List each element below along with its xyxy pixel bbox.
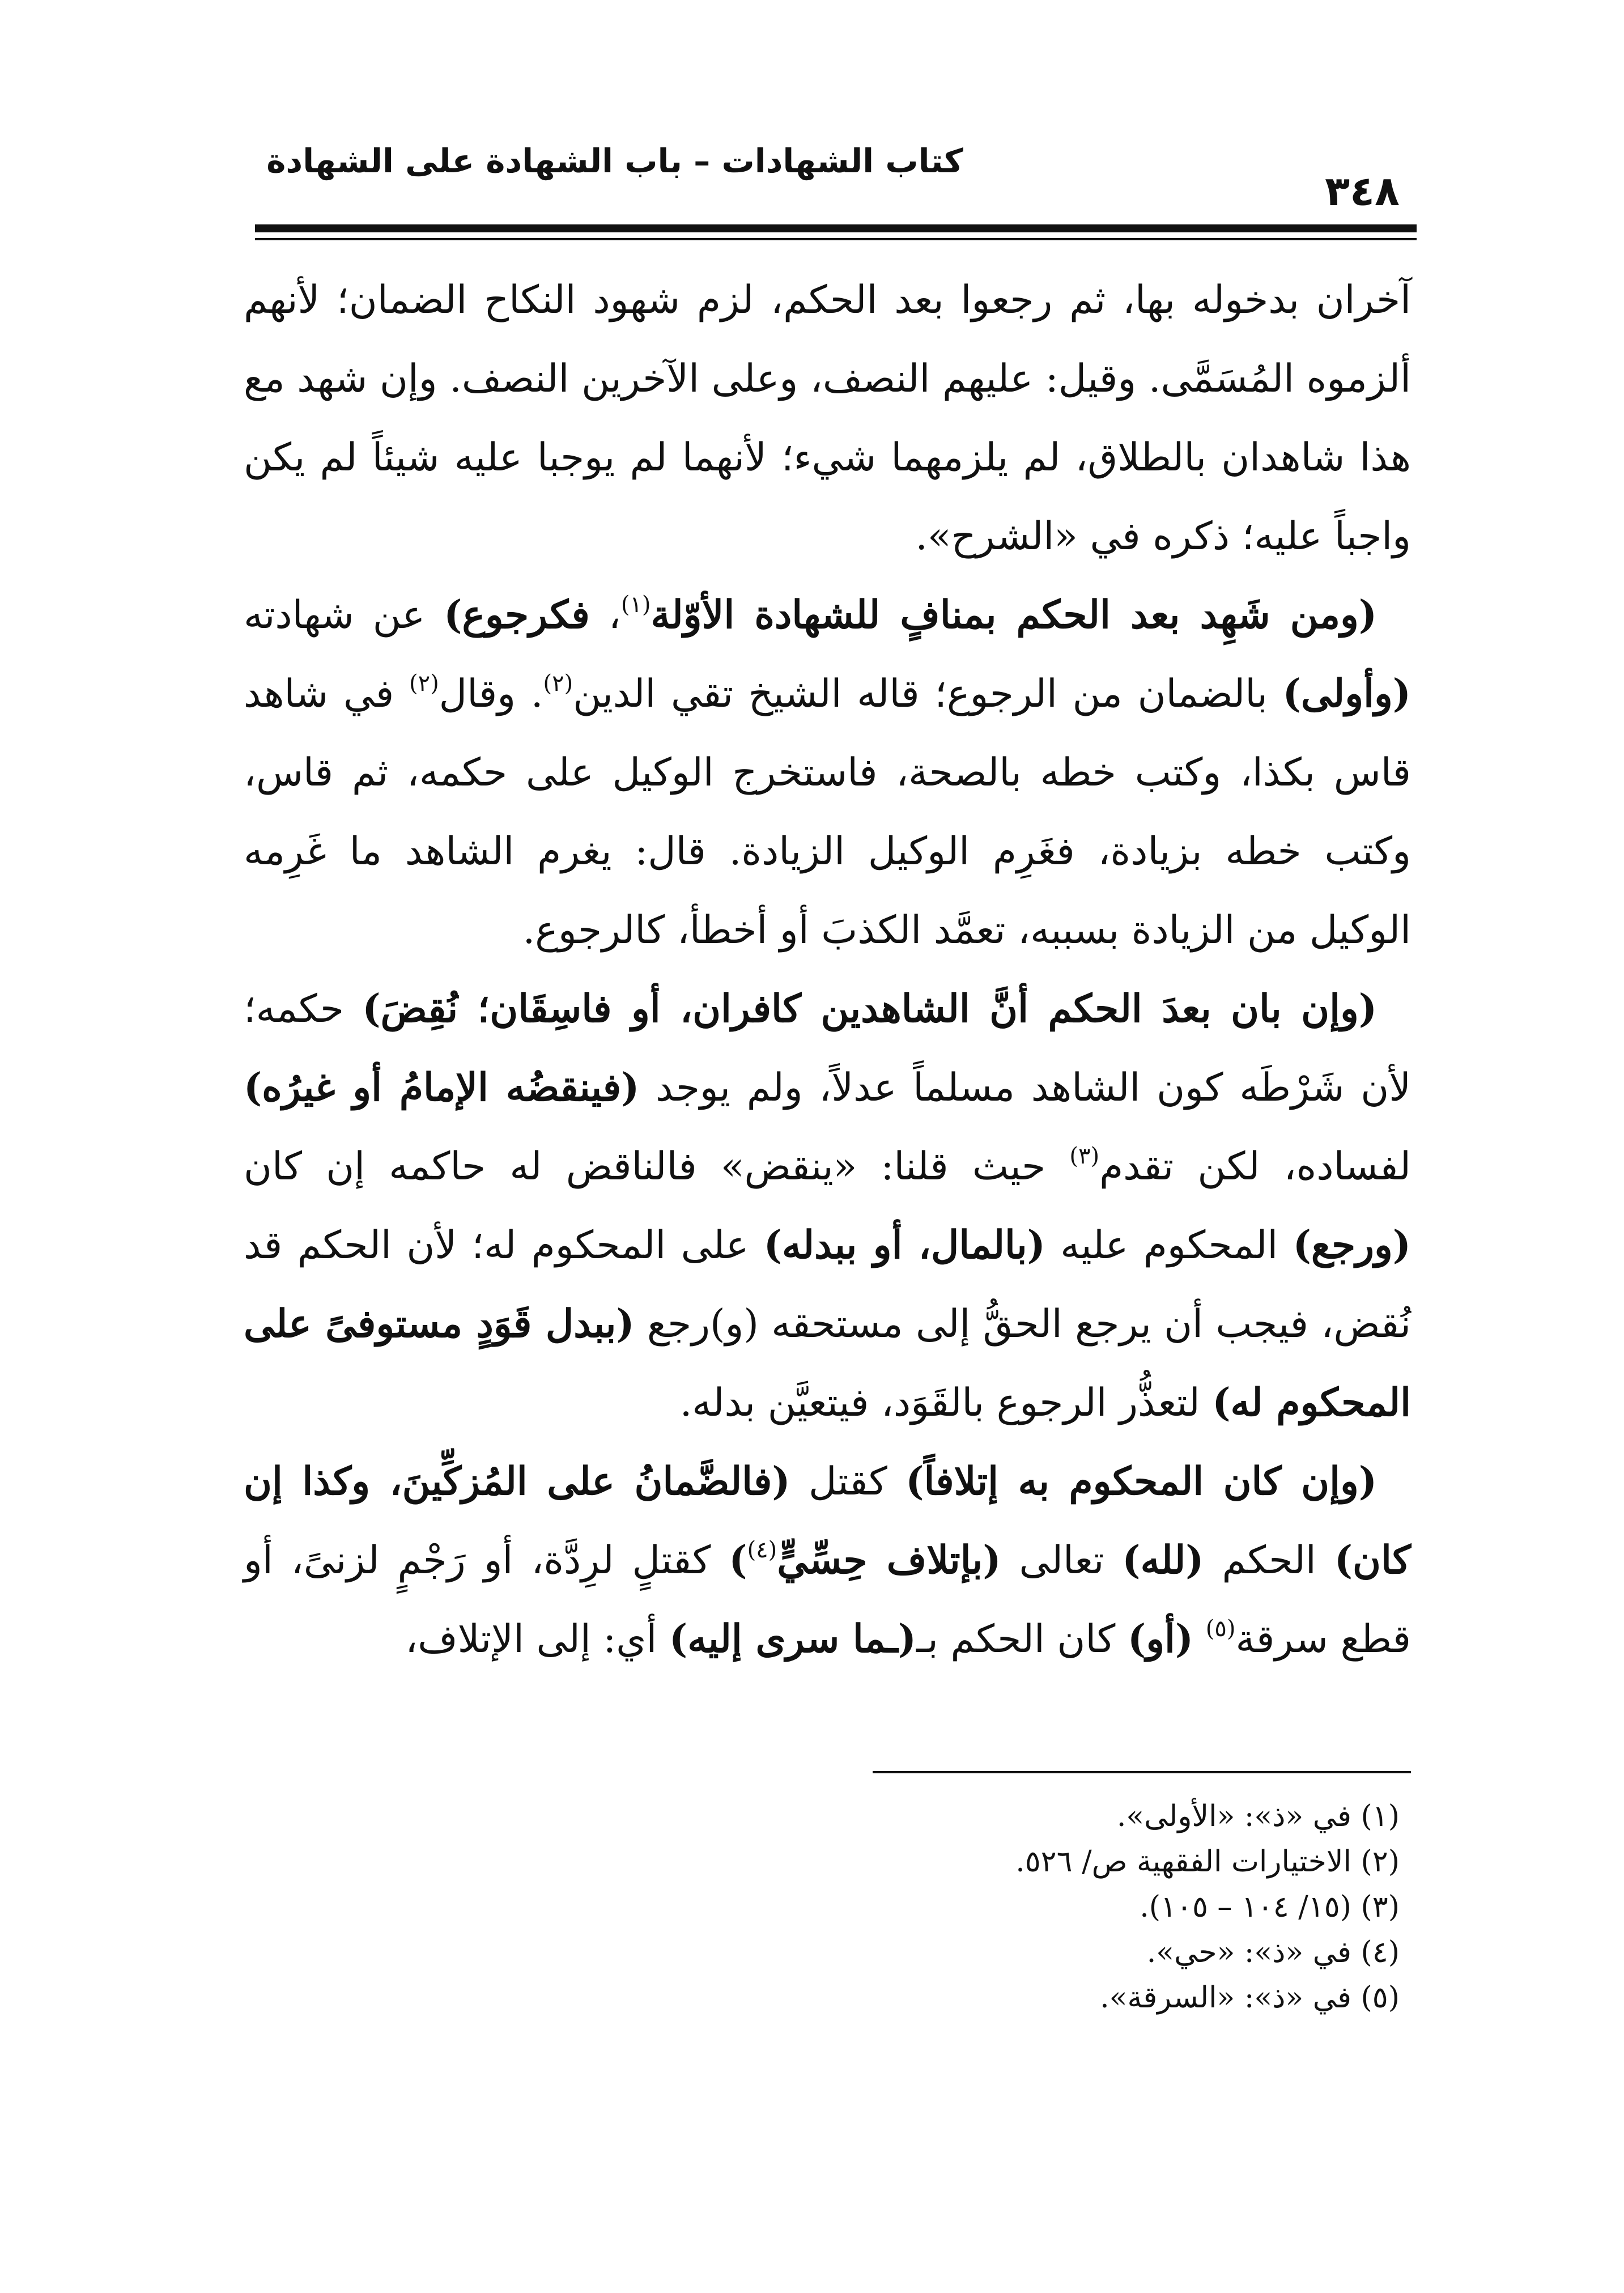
matn-text: (بالمال، أو ببدله) (763, 1222, 1045, 1268)
matn-text: (لله) (1122, 1538, 1204, 1583)
text-run: في شاهد قاس بكذا، وكتب خطه بالصحة، فاستخرج الوكيل على حكمه، ثم قاس، وكتب خطه بزيادة، فغَرِم الوكيل الزيادة. قال: يغرم الشاهد ما غَرِمه الوكيل من الزيادة بسببه، تعمَّد الكذبَ أو أخطأ، كالرجوع. (244, 672, 1411, 953)
footnote-marker: (٥) (1205, 1616, 1236, 1642)
matn-text: (أو) (1128, 1616, 1194, 1662)
header-rule-thick (255, 224, 1417, 232)
matn-text: (فالضَّمانُ على المُزكِّينَ، وكذا إن كان) (244, 1459, 1412, 1583)
matn-text: (ـما سرى إليه) (669, 1616, 916, 1662)
text-run: الحكم (1204, 1538, 1334, 1583)
matn-text: (وأولى) (1282, 671, 1411, 716)
footnote-marker: (٢) (543, 670, 573, 697)
text-run: أي: إلى الإتلاف، (405, 1617, 670, 1662)
text-run: بالضمان من الرجوع؛ قاله الشيخ تقي الدين (573, 672, 1283, 716)
footnote-3: (٣) (١٥/ ١٠٤ – ١٠٥). (1140, 1890, 1400, 1924)
text-run: كقتلٍ لرِدَّة، أو رَجْمٍ لزنىً، أو قطع سرقة (244, 1538, 1411, 1662)
footnote-marker: (٤) (747, 1537, 777, 1563)
paragraph-1 (244, 261, 1411, 576)
text-run: . وقال (439, 672, 543, 716)
page-number: ٣٤٨ (1325, 167, 1400, 215)
footnote-1: (١) في «ذ»: «الأولى». (1116, 1799, 1400, 1833)
text-run: عن شهادته (244, 593, 444, 638)
paragraph-4 (244, 1442, 1411, 1679)
footnote-4: (٤) في «ذ»: «حي». (1146, 1935, 1400, 1969)
matn-text: (وإن بان بعدَ الحكم أنَّ الشاهدين كافران، أو فاسِقَان؛ نُقِضَ) (362, 986, 1377, 1031)
footnote-marker: (١) (620, 592, 651, 618)
text-run: لفساده، لكن تقدم (1099, 1144, 1411, 1189)
page-header (255, 142, 1417, 238)
text-run: المحكوم عليه (1045, 1223, 1293, 1268)
footnote-separator (873, 1771, 1411, 1773)
matn-text: (فينقضُه الإمامُ أو غيرُه) (244, 1065, 640, 1110)
footnote-marker: (٣) (1069, 1143, 1100, 1169)
running-title: كتاب الشهادات – باب الشهادة على الشهادة (266, 142, 963, 180)
text-run: كان الحكم بـ (916, 1617, 1128, 1662)
text-run: كقتل (790, 1459, 906, 1504)
matn-text: (ورجع) (1293, 1222, 1411, 1268)
text-run: آخران بدخوله بها، ثم رجعوا بعد الحكم، لزم شهود النكاح الضمان؛ لأنهم ألزموه المُسَمَّى. وقيل: عليهم النصف، وعلى الآخرين النصف. وإن شهد مع هذا شاهدان بالطلاق، لم يلزمهما شيء؛ لأنهما لم يوجبا عليه شيئاً لم يكن واجباً عليه؛ ذكره في «الشرح». (244, 278, 1411, 559)
footnote-2: (٢) الاختيارات الفقهية ص/ ٥٢٦. (1015, 1845, 1400, 1879)
header-rule-thin (255, 238, 1417, 240)
text-run: حكمه؛ لأن شَرْطَه كون الشاهد مسلماً عدلاً، ولم يوجد (244, 987, 1412, 1110)
matn-text: ) (729, 1538, 747, 1583)
text-run: حيث قلنا: «ينقض» فالناقض له حاكمه إن كان (244, 1144, 1070, 1189)
matn-text: (بإتلاف حِسِّيٍّ (777, 1538, 1001, 1583)
main-text (244, 261, 1411, 1679)
text-run: ، (589, 593, 621, 638)
text-run: لتعذُّر الرجوع بالقَوَد، فيتعيَّن بدله. (679, 1381, 1213, 1425)
text-run: تعالى (1001, 1538, 1123, 1583)
matn-text: فكرجوع) (444, 592, 590, 638)
paragraph-2 (244, 576, 1411, 970)
matn-text: (ببدل قَوَدٍ مستوفىً على المحكوم له) (244, 1301, 1411, 1425)
matn-text: (وإن كان المحكوم به إتلافاً) (905, 1459, 1377, 1504)
matn-text: (ومن شَهِد بعد الحكم بمنافٍ للشهادة الأوّلة (651, 592, 1378, 638)
paragraph-3 (244, 970, 1411, 1442)
text-run: على المحكوم له؛ لأن الحكم قد نُقض، فيجب أن يرجع الحقُّ إلى مستحقه (و)رجع (244, 1223, 1411, 1347)
footnote-5: (٥) في «ذ»: «السرقة». (1100, 1981, 1400, 2015)
footnotes (680, 1794, 1400, 2020)
text-run (1193, 1617, 1206, 1662)
footnote-marker: (٢) (409, 670, 439, 697)
